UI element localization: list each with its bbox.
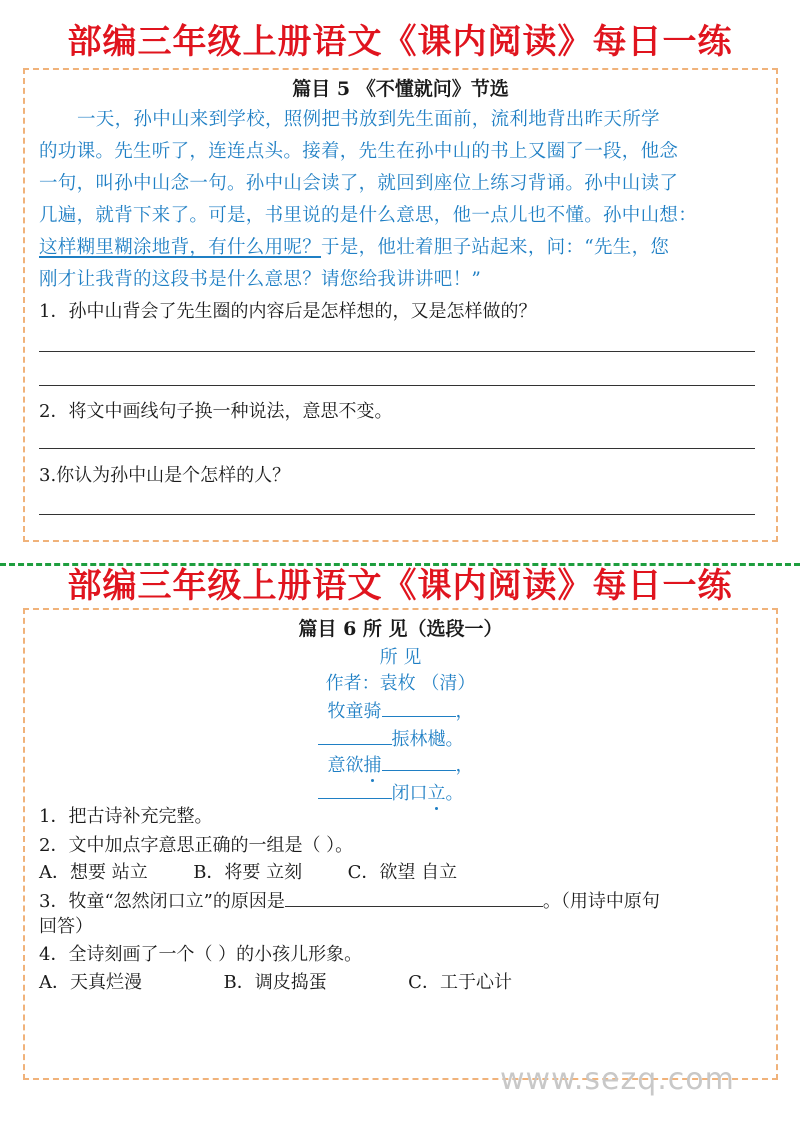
answer-blank[interactable] xyxy=(285,886,543,907)
passage-line-3: 一句，叫孙中山念一句。孙中山会读了，就回到座位上练习背诵。孙中山读了 xyxy=(39,173,679,194)
answer-line[interactable] xyxy=(39,514,755,515)
poem-blank[interactable] xyxy=(382,752,456,771)
poem-line-3: 意欲捕 ， xyxy=(25,752,776,780)
poem-author: 作者：袁枚 （清） xyxy=(325,673,476,694)
option-b[interactable]: B．调皮捣蛋 xyxy=(223,972,327,993)
option-c[interactable]: C．工于心计 xyxy=(408,972,512,993)
poem-blank[interactable] xyxy=(318,726,392,745)
watermark: www.sezq.com xyxy=(500,1062,735,1097)
question-3: 3.你认为孙中山是个怎样的人？ xyxy=(39,465,291,486)
option-c[interactable]: C．欲望 自立 xyxy=(347,862,458,883)
poem-title: 所 见 xyxy=(379,647,422,668)
passage-line-6: 刚才让我背的这段书是什么意思？请您给我讲讲吧！” xyxy=(39,269,482,290)
answer-line[interactable] xyxy=(39,385,755,386)
question-6-4-options xyxy=(39,969,759,997)
section-5-box xyxy=(23,68,778,542)
question-6-2: 2．文中加点字意思正确的一组是（ ）。 xyxy=(39,835,354,856)
poem-line-4: 闭口立。 xyxy=(15,780,766,808)
page-banner-top: 部编三年级上册语文《课内阅读》每日一练 xyxy=(67,22,733,62)
question-1: 1．孙中山背会了先生圈的内容后是怎样想的，又是怎样做的？ xyxy=(39,301,537,322)
option-a[interactable]: A．想要 站立 xyxy=(39,862,148,883)
passage-line-5: 这样糊里糊涂地背，有什么用呢？于是，他壮着胆子站起来，问：“先生，您 xyxy=(39,237,670,258)
answer-line[interactable] xyxy=(39,351,755,352)
question-6-4: 4．全诗刻画了一个（ ）的小孩儿形象。 xyxy=(39,944,363,965)
question-6-3-cont: 回答） xyxy=(39,916,93,937)
question-6-1: 1．把古诗补充完整。 xyxy=(39,806,213,827)
poem-line-1: 牧童骑 ， xyxy=(25,698,776,726)
page-banner-bottom: 部编三年级上册语文《课内阅读》每日一练 xyxy=(67,566,733,606)
section-5-title: 篇目 5 《不懂就问》节选 xyxy=(292,78,509,100)
question-6-3: 3．牧童“忽然闭口立”的原因是 。（用诗中原句 xyxy=(39,886,769,916)
poem-blank[interactable] xyxy=(318,780,392,799)
option-b[interactable]: B．将要 立刻 xyxy=(193,862,303,883)
passage-line-4: 几遍，就背下来了。可是，书里说的是什么意思，他一点儿也不懂。孙中山想： xyxy=(39,205,698,226)
passage-text xyxy=(39,104,765,296)
dotted-char: 立 xyxy=(427,783,446,804)
section-6-title: 篇目 6 所 见（选段一） xyxy=(298,618,503,640)
option-a[interactable]: A．天真烂漫 xyxy=(39,972,142,993)
question-2: 2．将文中画线句子换一种说法，意思不变。 xyxy=(39,401,393,422)
passage-line-1: 一天，孙中山来到学校，照例把书放到先生面前，流利地背出昨天所学 xyxy=(77,109,660,130)
poem-line-2: 振林樾。 xyxy=(15,726,766,754)
answer-line[interactable] xyxy=(39,448,755,449)
dotted-char: 捕 xyxy=(363,755,382,776)
passage-line-2: 的功课。先生听了，连连点头。接着，先生在孙中山的书上又圈了一段，他念 xyxy=(39,141,679,162)
question-6-2-options xyxy=(39,859,759,887)
section-6-box xyxy=(23,608,778,1080)
poem-blank[interactable] xyxy=(382,698,456,717)
underlined-sentence: 这样糊里糊涂地背，有什么用呢？ xyxy=(39,237,322,258)
